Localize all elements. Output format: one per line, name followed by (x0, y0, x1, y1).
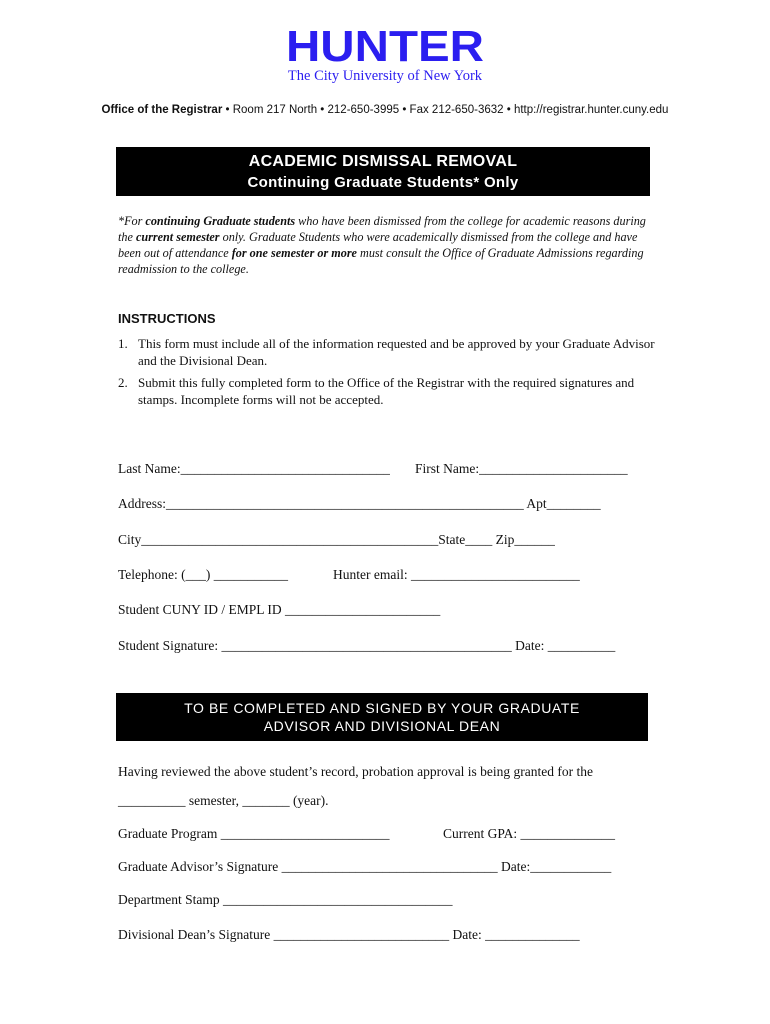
student-signature-field[interactable]: Student Signature: ___________________________________________ Date: __________ (118, 638, 616, 653)
hunter-email-field[interactable]: Hunter email: _________________________ (333, 567, 580, 582)
instruction-item (118, 335, 658, 369)
note-emphasis: for one semester or more (231, 246, 357, 260)
cuny-id-field[interactable]: Student CUNY ID / EMPL ID _______________________ (118, 602, 441, 617)
note-emphasis: current semester (135, 230, 220, 244)
first-name-field[interactable]: First Name:______________________ (415, 461, 628, 476)
registrar-contact-line (0, 104, 770, 116)
eligibility-note (118, 213, 658, 277)
review-statement: Having reviewed the above student’s record, probation approval is being granted for the (118, 764, 593, 779)
logo-wordmark: HUNTER (285, 22, 484, 71)
note-text: only. Graduate Students who were academically dismissed from the college and have been out of attendance (118, 230, 638, 260)
address-field[interactable]: Address:_____________________________________________________ Apt________ (118, 496, 601, 511)
advisor-section-title: ADVISOR AND DIVISIONAL DEAN (263, 718, 501, 734)
advisor-section-title: TO BE COMPLETED AND SIGNED BY YOUR GRADUATE (184, 700, 580, 716)
instruction-text: This form must include all of the information requested and be approved by your Graduate Advisor and the Divisional Dean. (138, 336, 655, 368)
hunter-logo (285, 22, 484, 85)
city-state-zip-field[interactable]: City____________________________________________State____ Zip______ (118, 532, 555, 547)
note-text: must consult the Office of Graduate Admissions regarding readmission to the college. (118, 246, 644, 276)
department-stamp-field[interactable]: Department Stamp __________________________________ (118, 892, 453, 907)
instruction-number: 2. (118, 375, 128, 390)
note-emphasis: continuing Graduate students (145, 214, 296, 228)
last-name-field[interactable]: Last Name:_______________________________ (118, 461, 390, 476)
advisor-section-box (116, 693, 648, 741)
advisor-signature-field[interactable]: Graduate Advisor’s Signature ________________________________ Date:____________ (118, 859, 612, 874)
form-subtitle: Continuing Graduate Students* Only (247, 174, 519, 191)
note-text: *For (118, 214, 146, 228)
registrar-details: • Room 217 North • 212-650-3995 • Fax 212-650-3632 • http://registrar.hunter.cuny.edu (222, 104, 669, 116)
dean-signature-field[interactable]: Divisional Dean’s Signature __________________________ Date: ______________ (118, 927, 580, 942)
instruction-number: 1. (118, 336, 128, 351)
telephone-field[interactable]: Telephone: (___) ___________ (118, 567, 289, 582)
current-gpa-field[interactable]: Current GPA: ______________ (443, 826, 616, 841)
instruction-text: Submit this fully completed form to the Office of the Registrar with the required signatures and stamps. Incomplete forms will not be accepted. (138, 375, 635, 407)
instruction-item (118, 374, 658, 408)
form-title: ACADEMIC DISMISSAL REMOVAL (248, 153, 518, 170)
form-title-box (116, 147, 650, 196)
registrar-label: Office of the Registrar (101, 104, 223, 116)
note-text: who have been dismissed from the college for academic reasons during the (118, 214, 646, 244)
logo-subtitle: The City University of New York (287, 68, 483, 84)
graduate-program-field[interactable]: Graduate Program _________________________ (118, 826, 390, 841)
semester-year-field[interactable]: __________ semester, _______ (year). (118, 793, 329, 808)
instructions-heading: INSTRUCTIONS (118, 311, 216, 326)
